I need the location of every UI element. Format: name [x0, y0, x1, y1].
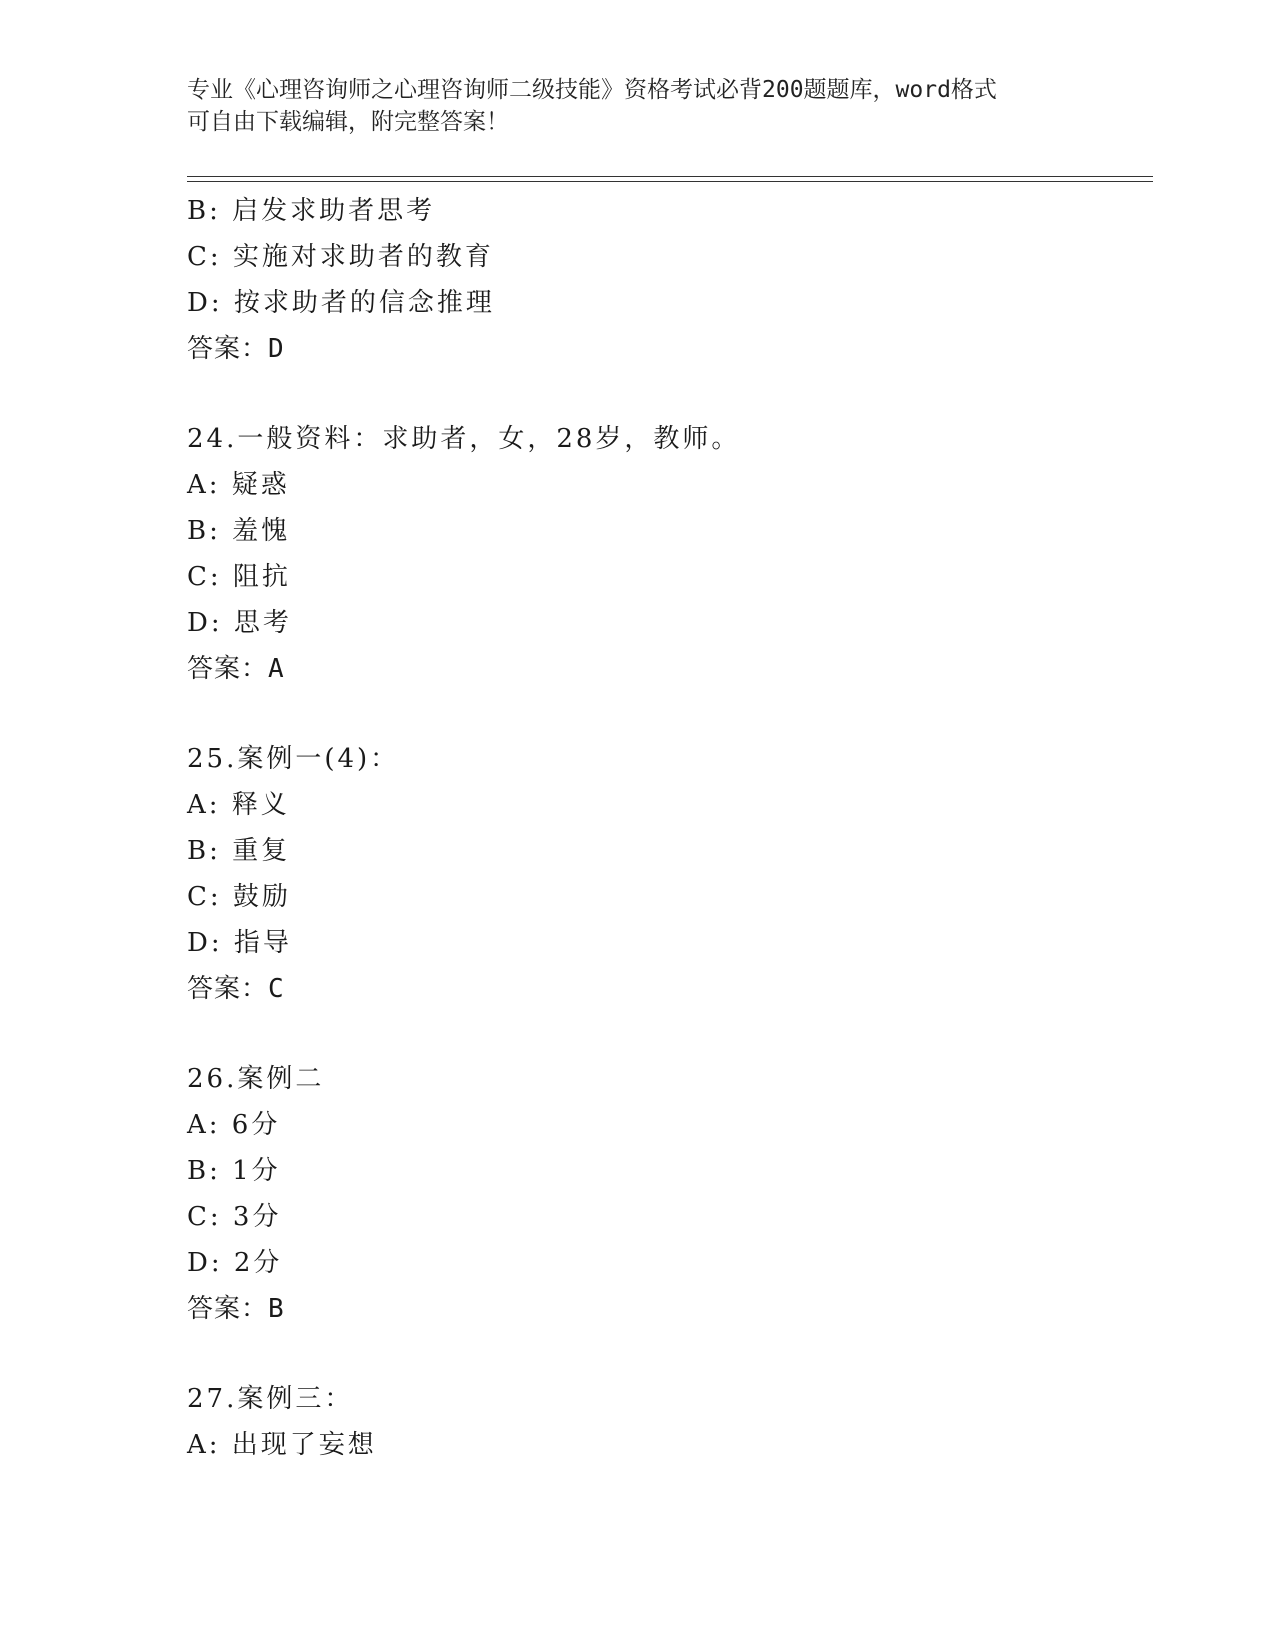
option-c: C: 3分	[187, 1202, 282, 1232]
answer-line: 答案：A	[187, 654, 285, 684]
header-line-1: 专业《心理咨询师之心理咨询师二级技能》资格考试必背200题题库，word格式	[187, 77, 997, 103]
header-divider-bottom	[187, 181, 1153, 182]
question-23-tail	[187, 188, 1147, 372]
question-27	[187, 1376, 1147, 1468]
option-b: B: 羞愧	[187, 516, 291, 546]
question-text: 27.案例三：	[187, 1384, 354, 1414]
option-c: C: 实施对求助者的教育	[187, 242, 494, 272]
header-divider-top	[187, 176, 1153, 177]
spacer	[187, 1012, 1147, 1056]
question-24	[187, 416, 1147, 692]
option-c: C: 阻抗	[187, 562, 291, 592]
question-text: 26.案例二	[187, 1064, 325, 1094]
option-d: D: 2分	[187, 1248, 283, 1278]
answer-line: 答案：C	[187, 974, 285, 1004]
option-d: D: 思考	[187, 608, 292, 638]
option-a: A: 6分	[187, 1110, 281, 1140]
answer-line: 答案：B	[187, 1294, 285, 1324]
answer-line: 答案：D	[187, 334, 285, 364]
document-header	[187, 74, 1087, 138]
spacer	[187, 372, 1147, 416]
option-d: D: 按求助者的信念推理	[187, 288, 495, 318]
option-b: B: 重复	[187, 836, 291, 866]
question-25	[187, 736, 1147, 1012]
option-a: A: 出现了妄想	[187, 1430, 377, 1460]
question-list	[187, 188, 1147, 1468]
spacer	[187, 692, 1147, 736]
question-text: 25.案例一(4)：	[187, 744, 400, 774]
option-b: B: 1分	[187, 1156, 281, 1186]
header-line-2: 可自由下载编辑，附完整答案！	[187, 109, 509, 135]
spacer	[187, 1332, 1147, 1376]
option-a: A: 疑惑	[187, 470, 290, 500]
question-26	[187, 1056, 1147, 1332]
option-b: B: 启发求助者思考	[187, 196, 436, 226]
question-text: 24.一般资料：求助者，女，28岁，教师。	[187, 424, 741, 454]
option-c: C: 鼓励	[187, 882, 291, 912]
option-a: A: 释义	[187, 790, 290, 820]
option-d: D: 指导	[187, 928, 292, 958]
